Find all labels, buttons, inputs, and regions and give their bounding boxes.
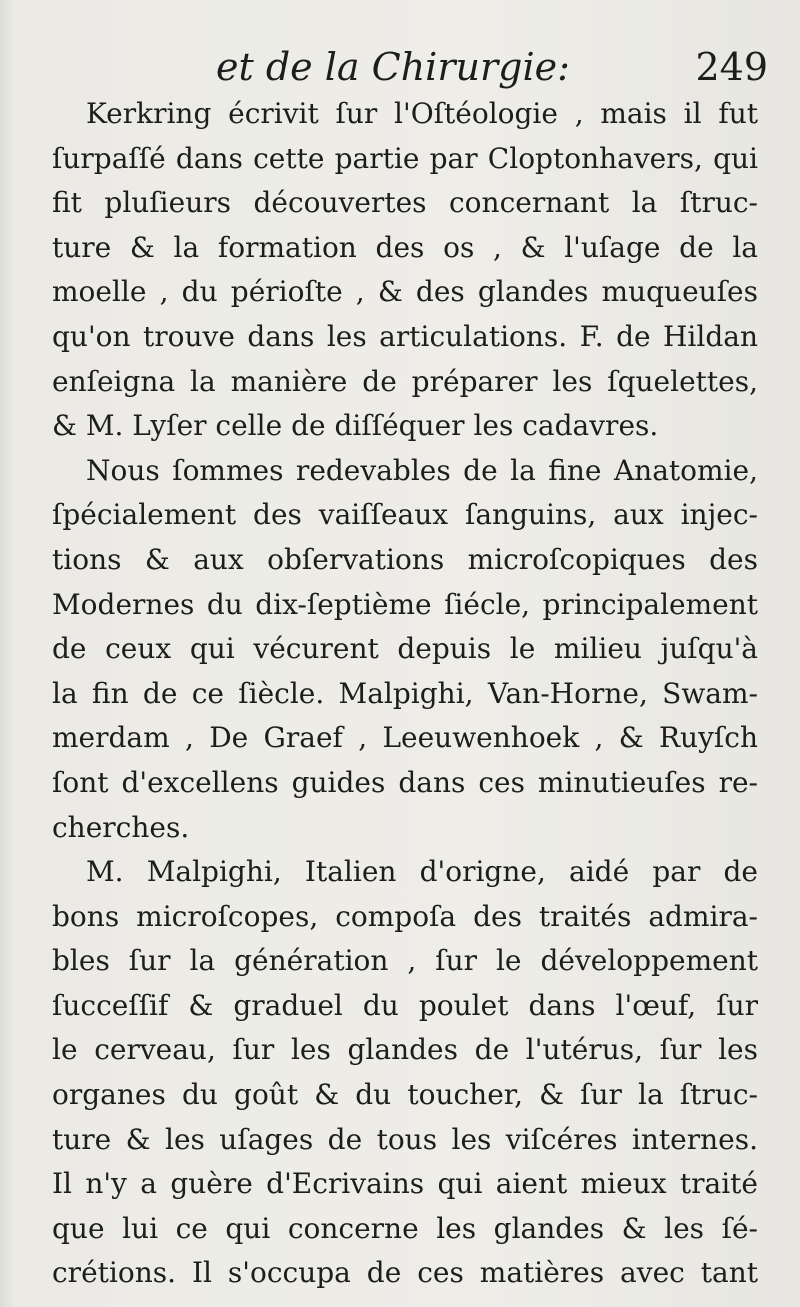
text-line: de ceux qui vécurent depuis le milieu juſqu'à (52, 632, 758, 666)
text-line: organes du goût & du toucher, & ſur la ſtruc- (52, 1078, 758, 1112)
text-line: ture & la formation des os , & l'uſage de la (52, 230, 758, 264)
text-line: ſucceſſif & graduel du poulet dans l'œuf, ſur (52, 988, 758, 1022)
paragraph-fine-anatomy (52, 449, 758, 850)
text-line: M. Malpighi, Italien d'origne, aidé par de (86, 855, 758, 889)
text-line: que lui ce qui concerne les glandes & les ſé- (52, 1211, 758, 1245)
text-line: Nous ſommes redevables de la fine Anatomie, (86, 453, 758, 487)
body-text (52, 92, 758, 1296)
text-line: Il n'y a guère d'Ecrivains qui aient mieux traité (52, 1167, 758, 1201)
text-line: merdam , De Graef , Leeuwenhoek , & Ruyſch (52, 721, 758, 755)
text-line: cherches. (52, 810, 190, 844)
page-header (0, 40, 800, 94)
page-number: 249 (695, 45, 768, 89)
running-title: et de la Chirurgie: (216, 45, 570, 89)
text-line: crétions. Il s'occupa de ces matières avec tant (52, 1256, 758, 1290)
text-line: ſpécialement des vaiſſeaux ſanguins, aux injec- (52, 498, 758, 532)
text-line: tions & aux obſervations microſcopiques des (52, 542, 758, 576)
text-line: Modernes du dix-ſeptième ſiécle, principalement (52, 587, 758, 621)
text-line: & M. Lyſer celle de diſſéquer les cadavres. (52, 409, 659, 443)
text-line: Kerkring écrivit ſur l'Oſtéologie , mais il fut (86, 97, 758, 130)
text-line: bons microſcopes, compoſa des traités admira- (52, 899, 758, 933)
text-line: la fin de ce ſiècle. Malpighi, Van-Horne, Swam- (52, 676, 758, 710)
text-line: ture & les uſages de tous les viſcéres internes. (52, 1122, 758, 1156)
text-line: ſurpaſſé dans cette partie par Cloptonhavers, qui (52, 141, 758, 175)
text-line: fit pluſieurs découvertes concernant la ſtruc- (52, 186, 758, 220)
text-line: enſeigna la manière de préparer les ſquelettes, (52, 364, 758, 398)
text-line: ſont d'excellens guides dans ces minutieuſes re- (52, 765, 758, 799)
text-line: bles ſur la génération , ſur le développement (52, 944, 758, 978)
text-line: qu'on trouve dans les articulations. F. de Hildan (52, 319, 758, 353)
paragraph-osteology (52, 92, 758, 449)
text-line: le cerveau, ſur les glandes de l'utérus, ſur les (52, 1033, 758, 1067)
text-line: moelle , du périoſte , & des glandes muqueuſes (52, 275, 758, 309)
paragraph-malpighi (52, 850, 758, 1296)
